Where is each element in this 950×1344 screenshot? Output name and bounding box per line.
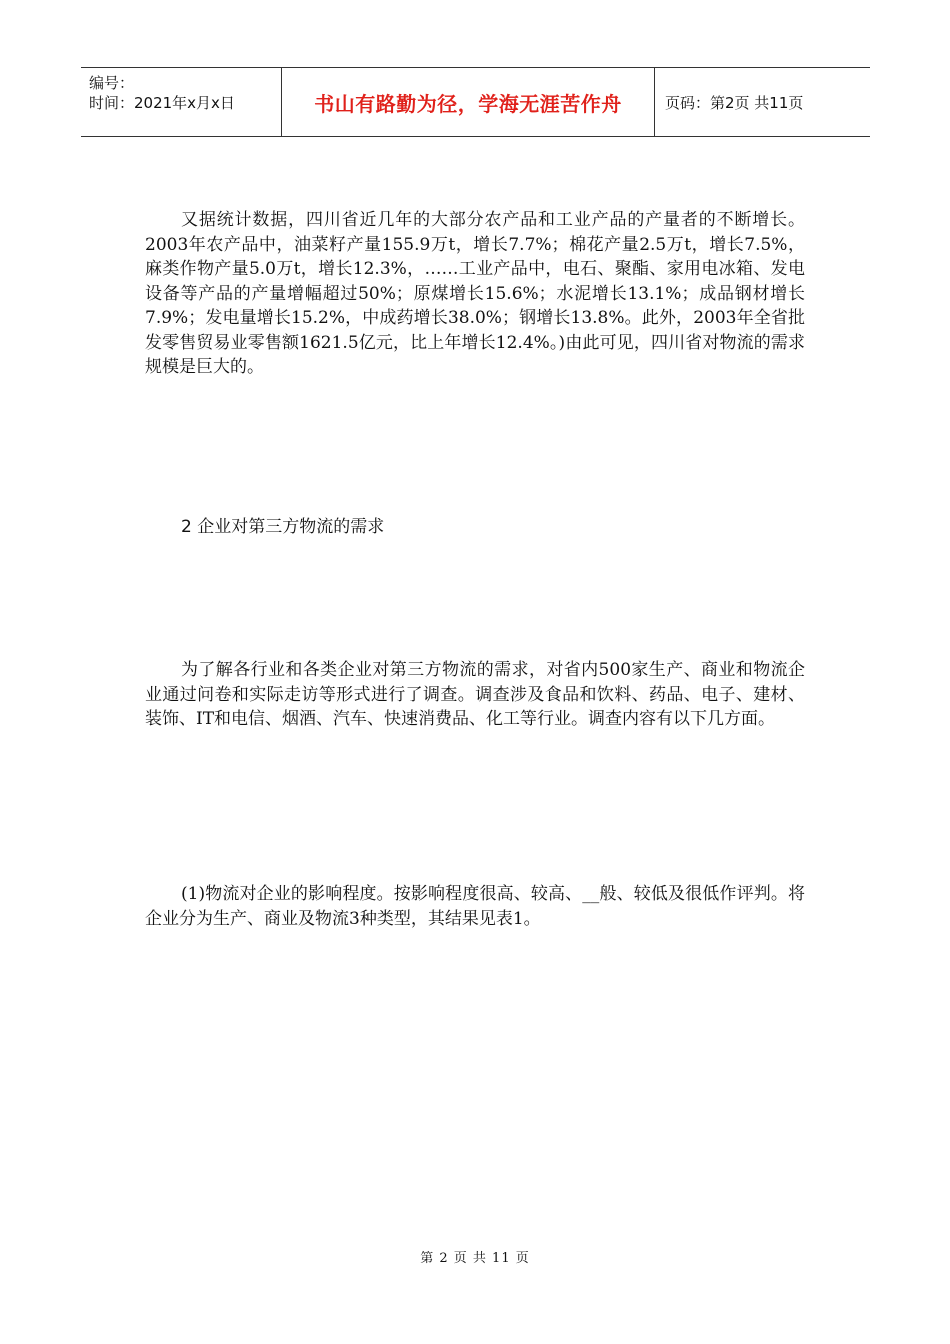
page-header — [81, 67, 870, 137]
header-meta — [81, 68, 281, 136]
doc-time-label: 时间：2021年x月x日 — [89, 94, 235, 112]
page-footer: 第 2 页 共 11 页 — [420, 1251, 530, 1266]
section-heading: 2 企业对第三方物流的需求 — [181, 517, 385, 537]
header-page-info: 页码：第2页 共11页 — [665, 93, 804, 112]
paragraph-survey: 为了解各行业和各类企业对第三方物流的需求，对省内500家生产、商业和物流企业通过问卷和实际走访等形式进行了调查。调查涉及食品和饮料、药品、电子、建材、装饰、IT和电信、烟酒、汽车、快速消费品、化工等行业。调查内容有以下几方面。 — [145, 660, 805, 729]
doc-number-label: 编号： — [89, 74, 135, 92]
paragraph-impact: (1)物流对企业的影响程度。按影响程度很高、较高、__般、较低及很低作评判。将企业分为生产、商业及物流3种类型，其结果见表1。 — [145, 884, 805, 929]
header-motto: 书山有路勤为径，学海无涯苦作舟 — [281, 68, 655, 136]
paragraph-statistics: 又据统计数据，四川省近几年的大部分农产品和工业产品的产量者的不断增长。2003年农产品中，油菜籽产量155.9万t，增长7.7%；棉花产量2.5万t，增长7.5%，麻类作物产量5.0万t，增长12.3%，……工业产品中，电石、聚酯、家用电冰箱、发电设备等产品的产量增幅超过50%；原煤增长15.6%；水泥增长13.1%；成品钢材增长7.9%；发电量增长15.2%，中成药增长38.0%；钢增长13.8%。此外，2003年全省批发零售贸易业零售额1621.5亿元，比上年增长12.4%。)由此可见，四川省对物流的需求规模是巨大的。 — [145, 210, 805, 377]
